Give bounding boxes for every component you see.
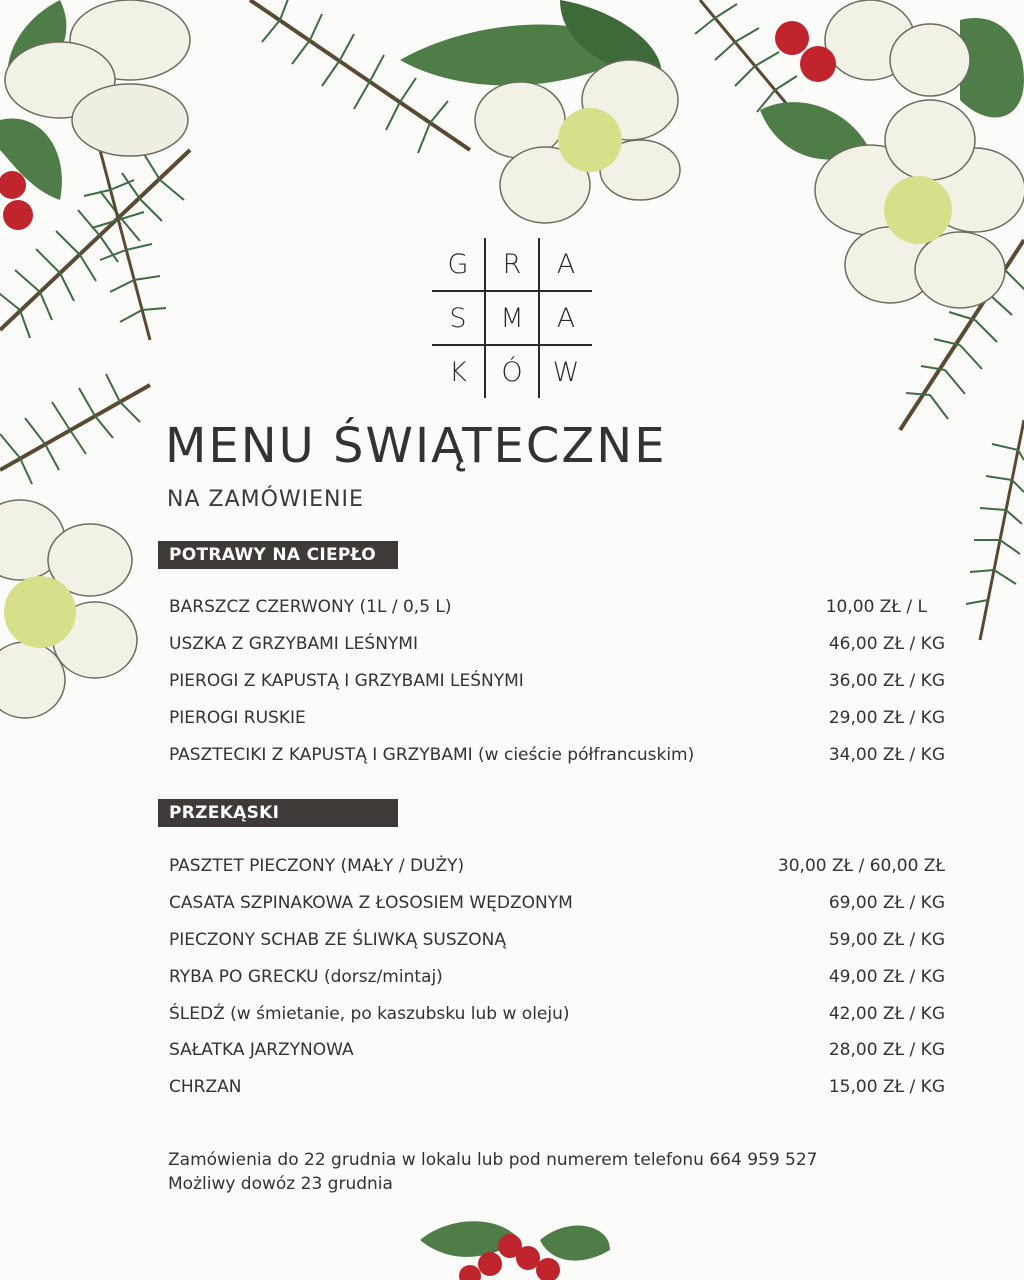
item-price: 15,00 ZŁ / KG <box>828 1077 945 1097</box>
menu-item <box>169 671 945 695</box>
item-name: ŚLEDŹ (w śmietanie, po kaszubsku lub w oleju) <box>169 1004 570 1024</box>
menu-item <box>169 1040 945 1064</box>
section-label-hot-dishes: POTRAWY NA CIEPŁO <box>158 541 398 569</box>
logo-letter: S <box>449 302 467 334</box>
delivery-info: Możliwy dowóz 23 grudnia <box>168 1174 393 1194</box>
item-price: 69,00 ZŁ / KG <box>828 893 945 913</box>
menu-item <box>169 893 945 917</box>
hellebore-flower-top-right-small <box>825 0 970 96</box>
menu-item <box>169 597 945 621</box>
item-price: 36,00 ZŁ / KG <box>828 671 945 691</box>
item-price: 28,00 ZŁ / KG <box>828 1040 945 1060</box>
item-price: 49,00 ZŁ / KG <box>828 967 945 987</box>
menu-item <box>169 1004 945 1028</box>
item-name: USZKA Z GRZYBAMI LEŚNYMI <box>169 634 418 654</box>
logo-letter: M <box>500 302 524 334</box>
menu-item <box>169 708 945 732</box>
order-info: Zamówienia do 22 grudnia w lokalu lub pod numerem telefonu 664 959 527 <box>168 1150 818 1170</box>
menu-item <box>169 967 945 991</box>
menu-item <box>169 745 945 769</box>
holly-berries-bottom <box>420 1221 610 1280</box>
item-price: 10,00 ZŁ / L <box>825 597 927 617</box>
item-name: PASZTECIKI Z KAPUSTĄ I GRZYBAMI (w cieście półfrancuskim) <box>169 745 695 765</box>
gra-smakow-logo <box>432 238 592 398</box>
hellebore-flower-left <box>0 500 137 718</box>
menu-title: MENU ŚWIĄTECZNE <box>165 418 667 474</box>
item-name: PIEROGI RUSKIE <box>169 708 306 728</box>
item-name: PASZTET PIECZONY (MAŁY / DUŻY) <box>169 856 465 876</box>
item-price: 46,00 ZŁ / KG <box>828 634 945 654</box>
item-price: 29,00 ZŁ / KG <box>828 708 945 728</box>
item-price: 34,00 ZŁ / KG <box>828 745 945 765</box>
menu-item <box>169 930 945 954</box>
item-name: SAŁATKA JARZYNOWA <box>169 1040 354 1060</box>
menu-item <box>169 1077 945 1101</box>
logo-letter: A <box>556 248 576 280</box>
logo-letter: G <box>447 248 469 280</box>
hellebore-flower-top-center <box>475 60 680 223</box>
item-name: PIECZONY SCHAB ZE ŚLIWKĄ SUSZONĄ <box>169 930 507 950</box>
item-price: 30,00 ZŁ / 60,00 ZŁ <box>777 856 945 876</box>
logo-letter: Ó <box>501 356 523 388</box>
logo-letter: W <box>552 356 580 388</box>
item-name: CHRZAN <box>169 1077 242 1097</box>
logo-letter: K <box>449 356 467 388</box>
item-price: 59,00 ZŁ / KG <box>828 930 945 950</box>
menu-subtitle: NA ZAMÓWIENIE <box>167 487 364 512</box>
item-name: RYBA PO GRECKU (dorsz/mintaj) <box>169 967 443 987</box>
logo-letter: A <box>556 302 576 334</box>
menu-item <box>169 634 945 658</box>
menu-item <box>169 856 945 880</box>
item-name: CASATA SZPINAKOWA Z ŁOSOSIEM WĘDZONYM <box>169 893 573 913</box>
logo-letter: R <box>502 248 522 280</box>
item-price: 42,00 ZŁ / KG <box>828 1004 945 1024</box>
section-label-appetizers: PRZEKĄSKI <box>158 799 398 827</box>
item-name: BARSZCZ CZERWONY (1L / 0,5 L) <box>169 597 452 617</box>
item-name: PIEROGI Z KAPUSTĄ I GRZYBAMI LEŚNYMI <box>169 671 524 691</box>
